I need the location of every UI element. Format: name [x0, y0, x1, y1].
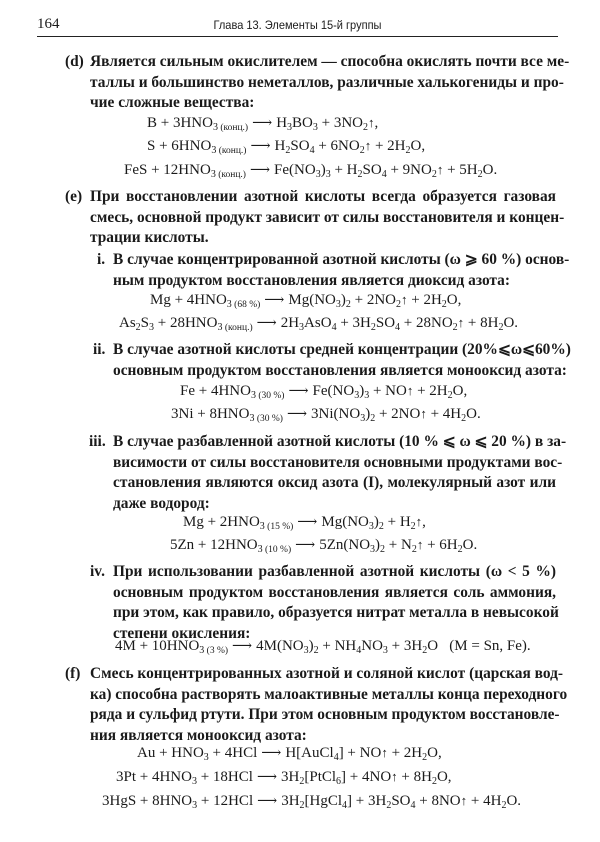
- subitem-iv-paragraph: [113, 562, 559, 644]
- item-f-paragraph: [90, 664, 568, 746]
- subitem-label-ii: ii.: [93, 341, 106, 358]
- subitem-label-iv: iv.: [90, 563, 105, 580]
- text-line: при этом, как правило, образуется нитрат металла в невысокой: [113, 604, 559, 621]
- equation-d-1: $B + 3HNO_3$ $_{(конц.)}$ ⟶ $H_3BO_3$ + $3NO_2↑$,: [147, 115, 379, 133]
- equation-ii-2: $3Ni + 8HNO_3$ $_{(30 \%)}$ ⟶ $3Ni(NO_3)_2$ + 2NO↑ + $4H_2O$.: [171, 406, 481, 424]
- text-line: ка) способна растворять малоактивные металлы конца переходного: [90, 685, 568, 703]
- equation-f-1: $Au + HNO_3 + 4HCl$ ⟶ H[AuCl$_4$] + NO↑ + $2H_2O$,: [137, 745, 442, 763]
- text-line: степени окисления:: [113, 624, 251, 642]
- text-line: основным продуктом восстановления является монооксид азота:: [113, 361, 567, 379]
- text-line: трации кислоты.: [90, 229, 209, 246]
- text-line: ряда и сульфид ртути. При этом основным продуктом восстановле-: [90, 706, 560, 723]
- equation-i-2: $As_2S_3 + 28HNO_3$ $_{(конц.)}$ ⟶ $2H_3AsO_4 + 3H_2SO_4$ + $28NO_2↑ + 8H_2O$.: [119, 315, 519, 333]
- running-title: Глава 13. Элементы 15-й группы: [213, 18, 382, 32]
- page-header: [37, 16, 558, 37]
- page-number: 164: [37, 16, 60, 32]
- subitem-label-iii: iii.: [89, 433, 106, 450]
- text-line: даже водород:: [113, 494, 210, 512]
- text-line: Смесь концентрированных азотной и соляной кислот (царская вод-: [90, 665, 564, 682]
- subitem-label-i: i.: [97, 251, 106, 268]
- subitem-ii-paragraph: [113, 340, 571, 381]
- text-line: Является сильным окислителем — способна окислять почти все ме-: [90, 53, 570, 70]
- subitem-i-paragraph: [113, 250, 570, 291]
- text-line: При восстановлении азотной кислоты всегда образуется газовая: [90, 188, 556, 205]
- text-line: При использовании разбавленной азотной кислоты (ω < 5 %): [113, 563, 556, 580]
- equation-ii-1: $Fe + 4HNO_3$ $_{(30 \%)}$ ⟶ $Fe(NO_3)_3$ + NO↑ + $2H_2O$,: [180, 383, 468, 401]
- subitem-iii-paragraph: [113, 432, 567, 514]
- text-line: таллы и большинство неметаллов, различные халькогениды и про-: [90, 73, 564, 91]
- item-e-paragraph: [90, 187, 565, 249]
- text-line: В случае разбавленной азотной кислоты (10 % ⩽ ω ⩽ 20 %) в за-: [113, 433, 567, 450]
- equation-iv-1: $4M + 10HNO_3$ $_{(3 \%)}$ ⟶ $4M(NO_3)_2 + NH_4NO_3 + 3H_2O$ (M = Sn, Fe).: [115, 638, 531, 656]
- equation-i-1: $Mg + 4HNO_3$ $_{(68 \%)}$ ⟶ $Mg(NO_3)_2$ + $2NO_2↑ + 2H_2O$,: [150, 292, 462, 310]
- equation-f-3: $3HgS + 8HNO_3 + 12HCl$ ⟶ $3H_2[HgCl_4] + 3H_2SO_4$ + 8NO↑ + $4H_2O$.: [102, 793, 522, 811]
- text-line: ным продуктом восстановления является диоксид азота:: [113, 271, 510, 289]
- text-line: В случае азотной кислоты средней концентрации (20%⩽ω⩽60%): [113, 341, 571, 358]
- equation-iii-2: $5Zn + 12HNO_3$ $_{(10 \%)}$ ⟶ $5Zn(NO_3)_2$ + $N_2↑ + 6H_2O$.: [170, 537, 478, 555]
- text-line: основным продуктом восстановления является соль аммония,: [113, 583, 556, 601]
- text-line: смесь, основной продукт зависит от силы восстановителя и концен-: [90, 208, 565, 226]
- equation-d-2: $S + 6HNO_3$ $_{(конц.)}$ ⟶ $H_2SO_4$ + $6NO_2↑ + 2H_2O$,: [147, 138, 426, 156]
- equation-iii-1: $Mg + 2HNO_3$ $_{(15 \%)}$ ⟶ $Mg(NO_3)_2$ + $H_2↑$,: [183, 514, 426, 532]
- item-label-f: (f): [65, 665, 81, 682]
- item-d-paragraph: [90, 52, 570, 114]
- text-line: ния является монооксид азота:: [90, 726, 307, 744]
- equation-d-3: FeS + $12HNO_3$ $_{(конц.)}$ ⟶ $Fe(NO_3)_3 + H_2SO_4$ + $9NO_2↑ + 5H_2O$.: [124, 162, 498, 180]
- item-label-d: (d): [65, 53, 84, 70]
- text-line: висимости от силы восстановителя основными продуктами вос-: [113, 453, 563, 471]
- text-line: становления являются оксид азота (I), молекулярный азот или: [113, 474, 556, 491]
- text-line: В случае концентрированной азотной кислоты (ω ⩾ 60 %) основ-: [113, 251, 570, 268]
- text-line: чие сложные вещества:: [90, 94, 255, 111]
- equation-f-2: $3Pt + 4HNO_3 + 18HCl$ ⟶ $3H_2[PtCl_6]$ + 4NO↑ + $8H_2O$,: [116, 769, 452, 787]
- item-label-e: (e): [65, 188, 83, 205]
